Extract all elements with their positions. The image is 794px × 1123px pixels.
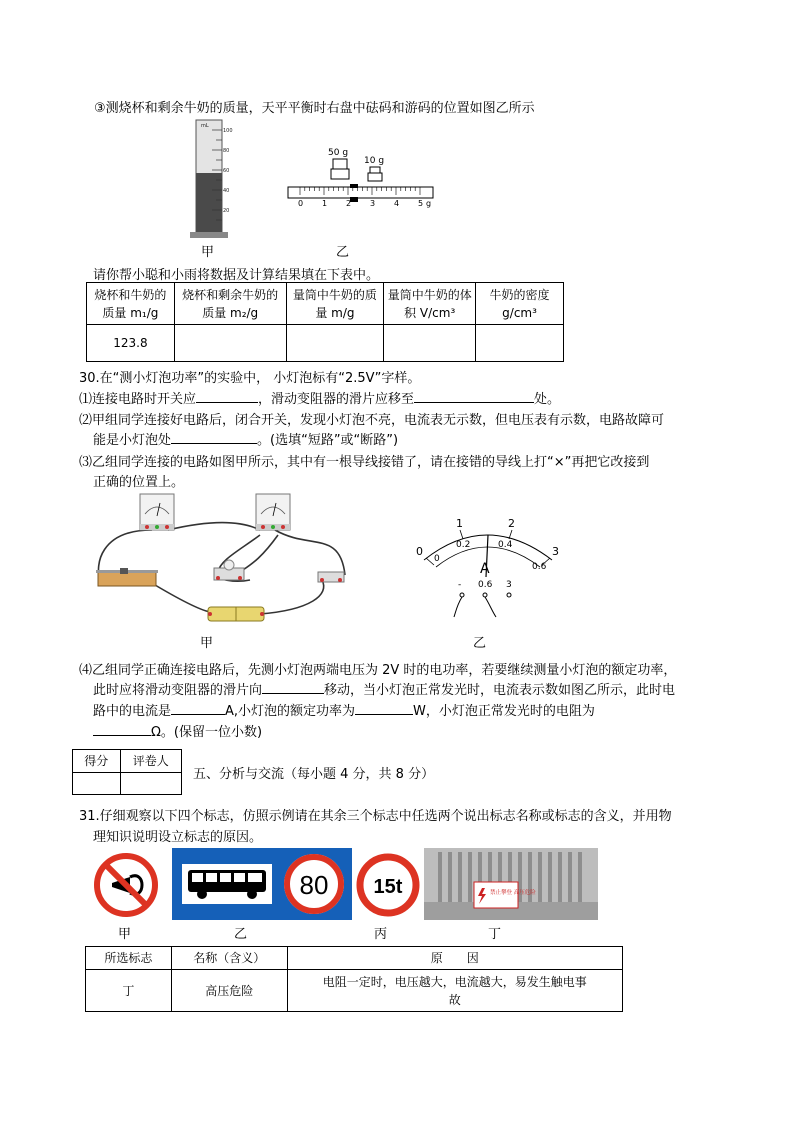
q30-p1-text: ⑴连接电路时开关应 <box>79 392 197 407</box>
scale-tick: 0 <box>298 199 304 208</box>
q30-p4-text: 路中的电流是 <box>93 704 172 719</box>
q29-step3-text: ③测烧杯和剩余牛奶的质量，天平平衡时右盘中砝码和游码的位置如图乙所示 <box>94 101 535 116</box>
weight-50-label: 50 g <box>328 148 349 158</box>
scale-unit: g <box>426 199 432 208</box>
table-header: 烧杯和剩余牛奶的质量 m₂/g <box>174 283 286 325</box>
table-cell: 高压危险 <box>171 970 287 1012</box>
answer-blank[interactable] <box>355 702 413 715</box>
dial-unit: A <box>480 561 490 577</box>
cyl-unit: mL <box>201 123 209 129</box>
q30-part2-line2 <box>93 429 398 448</box>
q30-part4-line3 <box>93 700 595 719</box>
no-horn-sign <box>94 853 158 917</box>
answer-blank[interactable] <box>262 681 324 694</box>
graduated-cylinder-figure <box>186 115 236 240</box>
table-header: 原 因 <box>287 947 622 970</box>
q30-p4-text: Ω。(保留一位小数) <box>151 725 263 740</box>
score-cell[interactable] <box>73 773 121 795</box>
table-cell: 电阻一定时，电压越大，电流越大，易发生触电事故 <box>287 970 622 1012</box>
scale-tick: 2 <box>346 199 352 208</box>
q31-answer-table <box>85 946 623 1012</box>
table-header: 量筒中牛奶的体积 V/cm³ <box>384 283 476 325</box>
q30-p1-text: 处。 <box>534 392 561 407</box>
dial-outer-tick: 1 <box>456 517 463 530</box>
scale-tick: 1 <box>322 199 328 208</box>
q31-text-line1: 31.仔细观察以下四个标志，仿照示例请在其余三个标志中任选两个说出标志名称或标志的含义，并用物 <box>79 809 672 824</box>
bus-lane-sign <box>172 848 352 920</box>
table-cell[interactable] <box>384 325 476 362</box>
circuit-figure <box>90 490 360 630</box>
score-box <box>72 749 182 795</box>
dial-terminal: 3 <box>506 580 512 590</box>
q30-part4-line2 <box>93 679 675 698</box>
table-header: 名称（含义） <box>171 947 287 970</box>
figure-label-yi: 乙 <box>473 636 487 651</box>
transformer-photo <box>424 848 598 920</box>
warning-text: 禁止攀登 高压危险 <box>490 890 536 896</box>
score-label: 得分 <box>73 750 121 773</box>
cyl-tick: 100 <box>223 128 233 134</box>
table-cell: 123.8 <box>87 325 175 362</box>
table-header: 牛奶的密度 g/cm³ <box>476 283 564 325</box>
answer-blank[interactable] <box>414 390 534 403</box>
table-header: 量筒中牛奶的质量 m/g <box>286 283 384 325</box>
grader-cell[interactable] <box>120 773 181 795</box>
q30-part3-line2: 正确的位置上。 <box>93 475 185 490</box>
scale-tick: 3 <box>370 199 376 208</box>
q30-p2-text: 。(选填“短路”或“断路”) <box>257 433 399 448</box>
sign-label: 甲 <box>118 927 132 942</box>
bus-icon <box>182 864 274 904</box>
dial-inner-tick: 0.2 <box>456 540 471 550</box>
q31-text-line2: 理知识说明设立标志的原因。 <box>93 830 263 845</box>
q30-part4-line4 <box>93 721 262 740</box>
table-cell: 丁 <box>86 970 172 1012</box>
q30-p4-text: A,小灯泡的额定功率为 <box>225 704 356 719</box>
dial-outer-tick: 3 <box>552 545 559 558</box>
q30-intro: 30.在“测小灯泡功率”的实验中， 小灯泡标有“2.5V”字样。 <box>79 371 421 386</box>
q30-p1-text: ，滑动变阻器的滑片应移至 <box>258 392 415 407</box>
q30-part3-line1: ⑶乙组同学连接的电路如图甲所示，其中有一根导线接错了，请在接错的导线上打“×”再把它改接到 <box>79 455 650 470</box>
q30-part1 <box>79 388 560 407</box>
weight-limit-value: 15t <box>373 876 403 898</box>
table-cell[interactable] <box>286 325 384 362</box>
q29-instruction: 请你帮小聪和小雨将数据及计算结果填在下表中。 <box>93 268 380 283</box>
speed-limit-value: 80 <box>299 870 329 900</box>
q30-part2-line1: ⑵甲组同学连接好电路后，闭合开关，发现小灯泡不亮，电流表无示数，但电压表有示数，电路故障可 <box>79 413 665 428</box>
cyl-tick: 20 <box>223 208 230 214</box>
scale-tick: 5 <box>418 199 424 208</box>
answer-blank[interactable] <box>171 702 225 715</box>
table-cell[interactable] <box>476 325 564 362</box>
dial-inner-tick: 0.4 <box>498 540 513 550</box>
dial-outer-tick: 2 <box>508 517 515 530</box>
q29-data-table <box>86 282 564 362</box>
figure-label-jia: 甲 <box>200 636 214 651</box>
grader-label: 评卷人 <box>120 750 181 773</box>
q30-p4-text: 移动，当小灯泡正常发光时，电流表示数如图乙所示，此时电 <box>324 683 676 698</box>
table-header: 烧杯和牛奶的质量 m₁/g <box>87 283 175 325</box>
cyl-tick: 40 <box>223 188 230 194</box>
speed-limit-sign <box>282 852 346 916</box>
balance-scale-figure <box>288 145 438 215</box>
cyl-tick: 80 <box>223 148 230 154</box>
weight-limit-sign <box>356 853 420 917</box>
sign-label: 丁 <box>488 927 502 942</box>
table-cell[interactable] <box>174 325 286 362</box>
dial-outer-tick: 0 <box>416 545 423 558</box>
dial-inner-tick: 0 <box>434 554 440 564</box>
answer-blank[interactable] <box>171 431 257 444</box>
dial-terminal: 0.6 <box>478 580 493 590</box>
ammeter-dial-figure <box>412 515 572 620</box>
figure-label-yi: 乙 <box>336 245 350 260</box>
cyl-tick: 60 <box>223 168 230 174</box>
sign-label: 丙 <box>374 927 388 942</box>
dial-inner-tick: 0.6 <box>532 562 547 572</box>
q30-p4-text: W，小灯泡正常发光时的电阻为 <box>413 704 595 719</box>
q30-part4-line1: ⑷乙组同学正确连接电路后，先测小灯泡两端电压为 2V 时的电功率，若要继续测量小灯泡的额定功率， <box>79 663 677 678</box>
q30-p2-text: 能是小灯泡处 <box>93 433 172 448</box>
weight-10-label: 10 g <box>364 156 385 166</box>
figure-label-jia: 甲 <box>201 245 215 260</box>
q30-p4-text: 此时应将滑动变阻器的滑片向 <box>93 683 263 698</box>
table-header: 所选标志 <box>86 947 172 970</box>
dial-terminal: - <box>458 580 462 590</box>
answer-blank[interactable] <box>196 390 258 403</box>
answer-blank[interactable] <box>93 723 151 736</box>
sign-label: 乙 <box>234 927 248 942</box>
scale-tick: 4 <box>394 199 400 208</box>
section5-title: 五、分析与交流（每小题 4 分，共 8 分） <box>193 767 435 782</box>
